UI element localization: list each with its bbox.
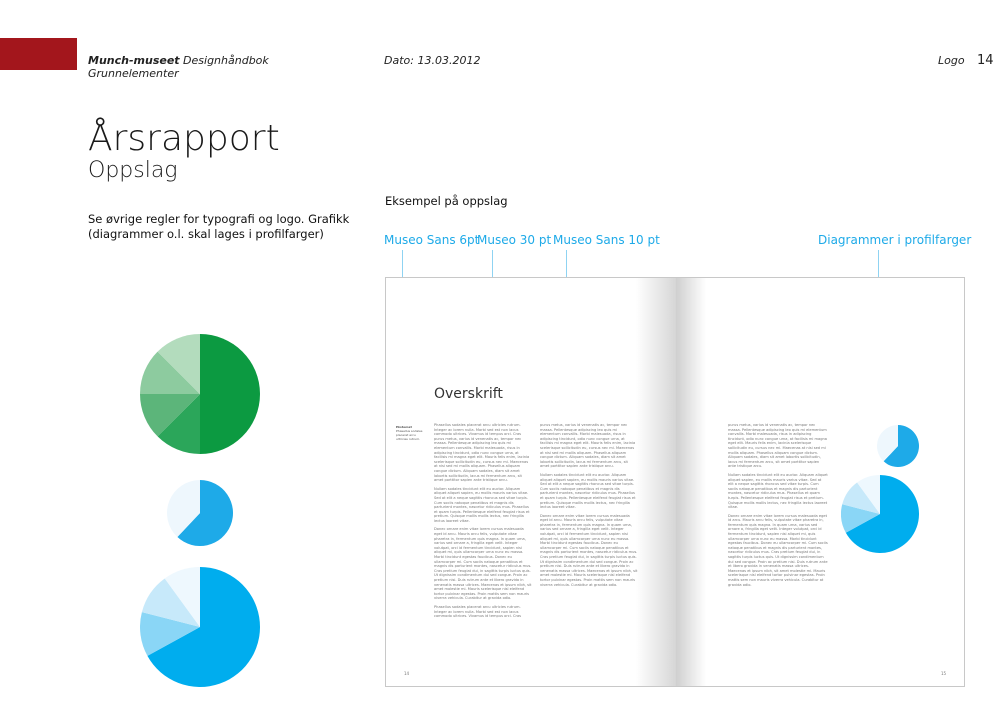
paragraph: Nullam sodales tincidunt elit eu auctor. Aliquam aliquet aliquet sapien, eu mollis mauris varius vitae. Sed at elit a neque sagittis rhoncus sed vitae turpis. Cum sociis natoque penatibus et magnis dis parturient montes, nascetur ridiculus mus. Phasellus et quam turpis. Pellentesque eleifend feugiat risus et pretium. Quisque mollis mollis lectus, nec fringilla lectus laoreet vitae.	[434, 486, 530, 523]
header-section: Grunnelementer	[88, 67, 179, 80]
page-title: Årsrapport	[88, 118, 280, 159]
page-subtitle: Oppslag	[88, 158, 178, 183]
spread-pie-chart-large	[841, 475, 919, 553]
callout-diagrammer: Diagrammer i profilfarger	[818, 233, 972, 247]
text-column-1	[434, 423, 532, 623]
callout-museo-sans-10pt: Museo Sans 10 pt	[553, 233, 660, 247]
spread-gutter-right	[676, 278, 706, 686]
doc-name: Designhåndbok	[183, 54, 269, 67]
paragraph: purus metus, varius id venenatis ac, tempor nec massa. Pellentesque adipiscing leo quis mi elementum convallis. Morbi malesuada, risus in adipiscing tincidunt, odio nunc congue urna, at facilisis mi magna eget elit. Mauris felis enim, lacinia scelerisque sollicitudin eu, cursus nec mi. Maecenas at nisi sed mi mollis aliquam. Phasellus aliquam congue dictum. Aliquam sodales, diam sit amet lobortis sollicitudin, lacus mi fermentum arcu, sit amet porttitor sapien ante tristique arcu.	[728, 423, 827, 469]
header-date: Dato: 13.03.2012	[384, 54, 481, 67]
text-column-3	[728, 423, 828, 591]
right-page-number: 15	[941, 671, 947, 676]
page-number: 14	[977, 53, 994, 68]
paragraph: Donec ornare enim vitae lorem cursus malesuada eget id arcu. Mauris arcu felis, vulputate vitae pharetra in, fermentum quis magna. In quam urna, varius sed ornare a, fringilla eget velit. Integer volutpat, orci id fermentum tincidunt, sapien nisi aliquet mi, quis ullamcorper urna nunc eu massa. Morbi tincidunt egestas faucibus. Donec eu ullamcorper mi. Cum sociis natoque penatibus et magnis dis parturient montes, nascetur ridiculus mus. Cras pretium feugiat dui, in sagittis turpis luctus quis. Ut dignissim condimentum dui sed congue. Proin ac pretium nisi. Duis rutrum ante et libero gravida in venenatis massa ultrices. Maecenas et ipsum nibh, sit amet molestie mi. Mauris scelerisque nisl eleifend tortor pulvinar egestas. Proin mattis sem non mauris viverra vehicula. Curabitur at gravida odio.	[728, 513, 828, 587]
example-label: Eksempel på oppslag	[385, 194, 508, 208]
pie-chart-blue-large	[140, 567, 260, 687]
magazine-spread	[385, 277, 965, 687]
sidenote-title: Ekstemat	[396, 425, 412, 429]
sidenote-text: Phasellus sodales placerat arcu ultricies rutrum.	[396, 429, 423, 441]
text-column-2	[540, 423, 638, 591]
pie-chart-green	[140, 334, 260, 454]
left-page-number: 14	[404, 671, 410, 676]
spread-gutter-left	[636, 278, 676, 686]
brand-name: Munch-museet	[88, 54, 180, 67]
brand-color-bar	[0, 38, 77, 70]
header-topic: Logo	[938, 54, 965, 67]
paragraph: Nullam sodales tincidunt elit eu auctor. Aliquam aliquet aliquet sapien, eu mollis mauris varius vitae. Sed at elit a neque sagittis rhoncus sed vitae turpis. Cum sociis natoque penatibus et magnis dis parturient montes, nascetur ridiculus mus. Phasellus et quam turpis. Pellentesque eleifend feugiat risus et pretium. Quisque mollis mollis lectus, nec fringilla lectus laoreet vitae.	[728, 472, 828, 510]
paragraph: purus metus, varius id venenatis ac, tempor nec massa. Pellentesque adipiscing leo quis mi elementum convallis. Morbi malesuada, risus in adipiscing tincidunt, odio nunc congue urna, at facilisis mi magna eget elit. Mauris felis enim, lacinia scelerisque sollicitudin eu, cursus nec mi. Maecenas at nisi sed mi mollis aliquam. Phasellus aliquam congue dictum. Aliquam sodales, diam sit amet lobortis sollicitudin, lacus mi fermentum arcu, sit amet porttitor sapien ante tristique arcu.	[540, 423, 636, 469]
spread-heading: Overskrift	[434, 386, 503, 402]
spread-pie-chart-small	[877, 425, 919, 467]
callout-museo-sans-6pt: Museo Sans 6pt	[384, 233, 480, 247]
callout-museo-30pt: Museo 30 pt	[477, 233, 552, 247]
paragraph: Donec ornare enim vitae lorem cursus malesuada eget id arcu. Mauris arcu felis, vulputate vitae pharetra in, fermentum quis magna. In quam urna, varius sed ornare a, fringilla eget velit. Integer volutpat, orci id fermentum tincidunt, sapien nisi aliquet mi, quis ullamcorper urna nunc eu massa. Morbi tincidunt egestas faucibus. Donec eu ullamcorper mi. Cum sociis natoque penatibus et magnis dis parturient montes, nascetur ridiculus mus. Cras pretium feugiat dui, in sagittis turpis luctus quis. Ut dignissim condimentum dui sed congue. Proin ac pretium nisi. Duis rutrum ante et libero gravida in venenatis massa ultrices. Maecenas et ipsum nibh, sit amet molestie mi. Mauris scelerisque nisl eleifend tortor pulvinar egestas. Proin mattis sem non mauris viverra vehicula. Curabitur at gravida odio.	[540, 513, 638, 587]
spread-sidenote	[396, 425, 428, 441]
paragraph: Phasellus sodales placerat arcu ultricies rutrum. Integer ac lorem nulla. Morbi sed est non lacus commodo ultrices. Vivamus id tempus orci. Cras	[434, 604, 522, 619]
paragraph: Phasellus sodales placerat arcu ultricies rutrum. Integer ac lorem nulla. Morbi sed est non lacus commodo ultrices. Vivamus id tempus orci. Cras purus metus, varius id venenatis ac, tempor nec massa. Pellentesque adipiscing leo quis mi elementum convallis. Morbi malesuada, risus in adipiscing tincidunt, odio nunc congue urna, at facilisis mi magna eget elit. Mauris felis enim, lacinia scelerisque sollicitudin eu, cursus nec mi. Maecenas at nisi sed mi mollis aliquam. Phasellus aliquam congue dictum. Aliquam sodales, diam sit amet lobortis sollicitudin, lacus mi fermentum arcu, sit amet porttitor sapien ante tristique arcu.	[434, 423, 530, 483]
header-title	[88, 54, 269, 67]
description-text: Se øvrige regler for typografi og logo. Grafikk (diagrammer o.l. skal lages i profilfarger)	[88, 212, 350, 241]
paragraph: Donec ornare enim vitae lorem cursus malesuada eget id arcu. Mauris arcu felis, vulputate vitae pharetra in, fermentum quis magna. In quam urna, varius sed ornare a, fringilla eget velit. Integer volutpat, orci id fermentum tincidunt, sapien nisi aliquet mi, quis ullamcorper urna nunc eu massa. Morbi tincidunt egestas faucibus. Donec eu ullamcorper mi. Cum sociis natoque penatibus et magnis dis parturient montes, nascetur ridiculus mus. Cras pretium feugiat dui, in sagittis turpis luctus quis. Ut dignissim condimentum dui sed congue. Proin ac pretium nisi. Duis rutrum ante et libero gravida in venenatis massa ultrices. Maecenas et ipsum nibh, sit amet molestie mi. Mauris scelerisque nisl eleifend tortor pulvinar egestas. Proin mattis sem non mauris viverra vehicula. Curabitur at gravida odio.	[434, 527, 532, 601]
paragraph: Nullam sodales tincidunt elit eu auctor. Aliquam aliquet aliquet sapien, eu mollis mauris varius vitae. Sed at elit a neque sagittis rhoncus sed vitae turpis. Cum sociis natoque penatibus et magnis dis parturient montes, nascetur ridiculus mus. Phasellus et quam turpis. Pellentesque eleifend feugiat risus et pretium. Quisque mollis mollis lectus, nec fringilla lectus laoreet vitae.	[540, 472, 636, 510]
pie-slice	[200, 334, 260, 454]
pie-chart-blue-small	[167, 480, 233, 546]
